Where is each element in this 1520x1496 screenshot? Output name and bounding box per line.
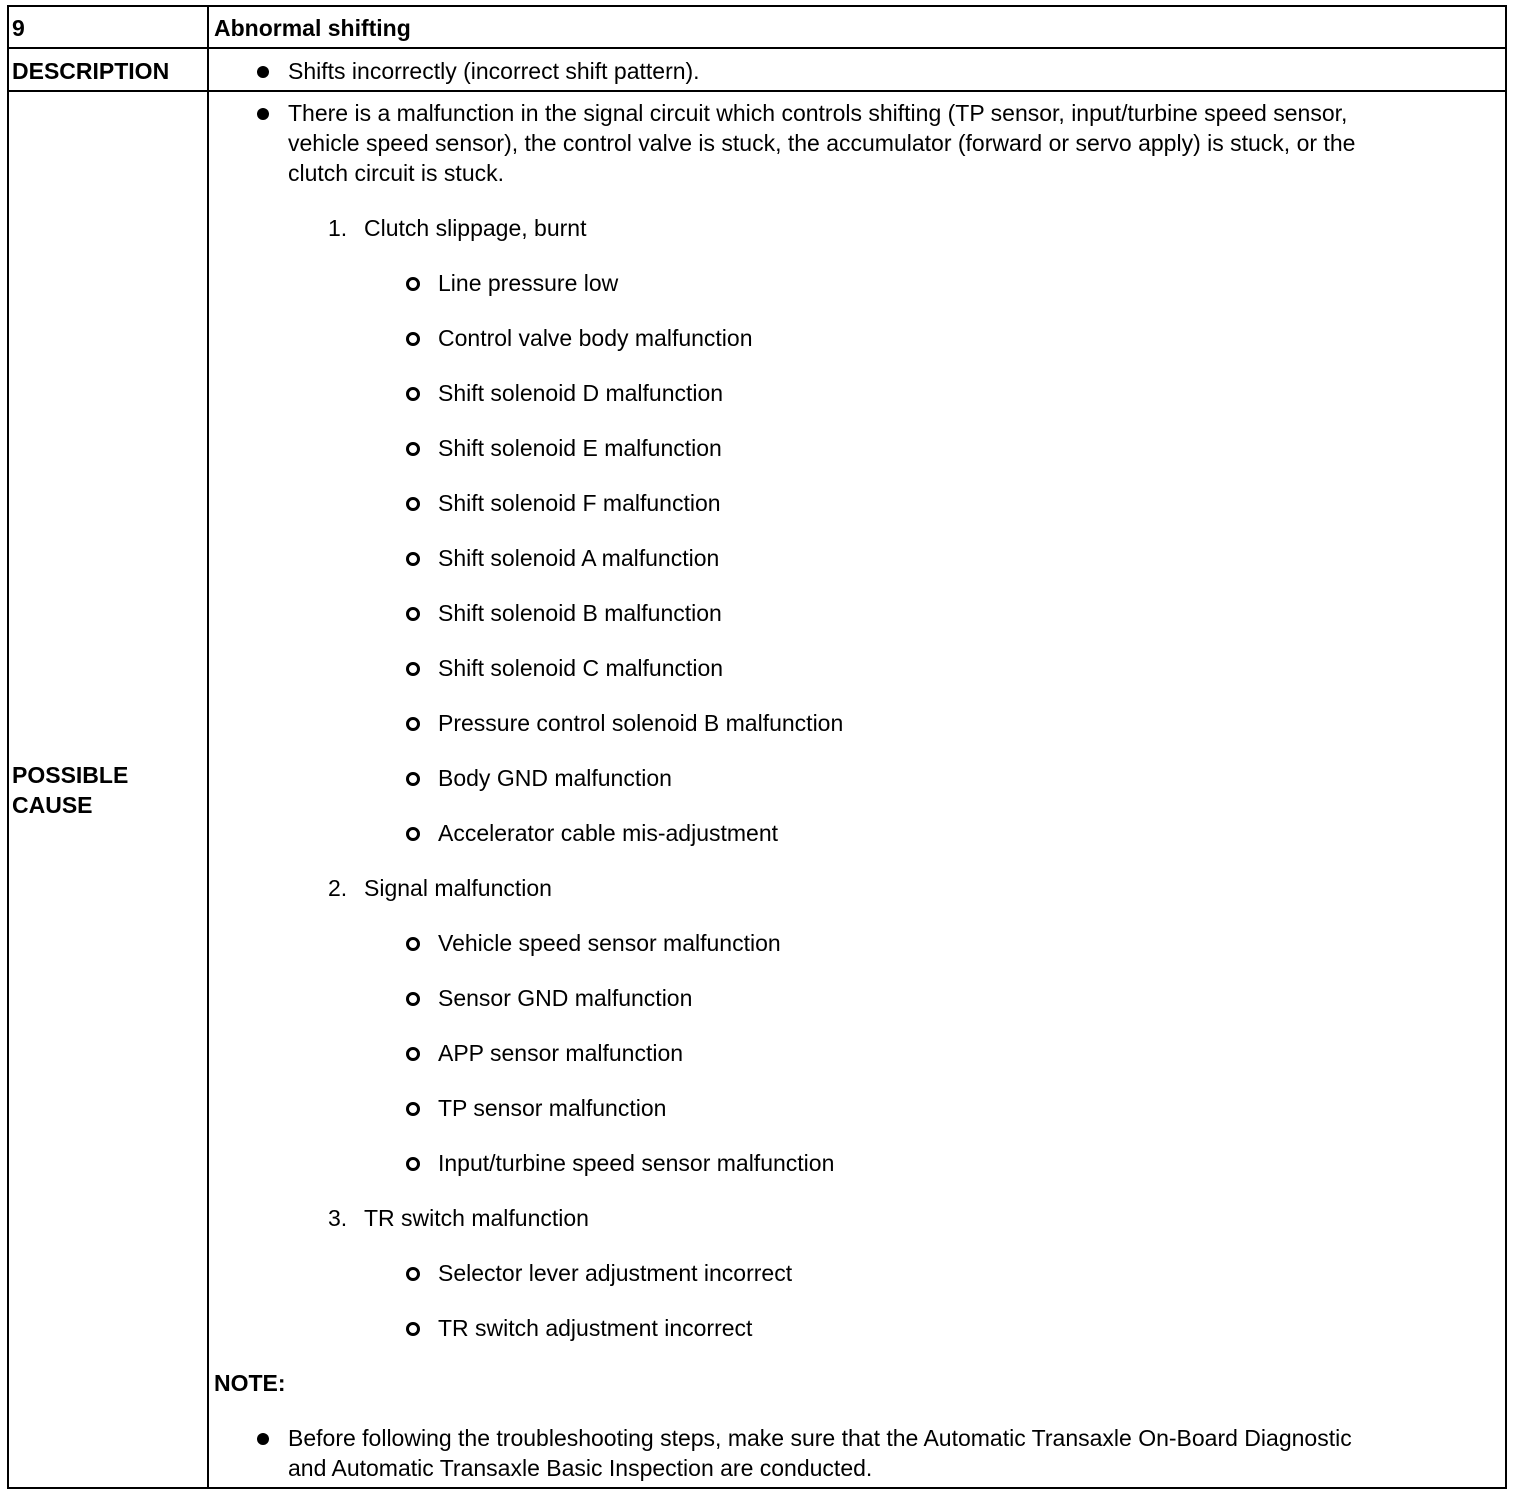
circle-bullet-icon [406,332,420,346]
circle-bullet-icon [406,497,420,511]
cause-item: Pressure control solenoid B malfunction [438,710,844,736]
group-title: Clutch slippage, burnt [364,215,587,241]
bullet-icon [257,66,269,78]
cause-item: Sensor GND malfunction [438,985,693,1011]
description-label: DESCRIPTION [12,58,170,84]
circle-bullet-icon [406,387,420,401]
circle-bullet-icon [406,277,420,291]
cause-item: Control valve body malfunction [438,325,753,351]
circle-bullet-icon [406,992,420,1006]
circle-bullet-icon [406,827,420,841]
circle-bullet-icon [406,442,420,456]
circle-bullet-icon [406,937,420,951]
circle-bullet-icon [406,1047,420,1061]
group-number: 2. [328,875,348,901]
cause-item: Accelerator cable mis-adjustment [438,820,779,846]
cause-item: Shift solenoid D malfunction [438,380,724,406]
cause-item: Vehicle speed sensor malfunction [438,930,781,956]
possible-cause-label-line2: CAUSE [12,792,93,818]
cause-item: TP sensor malfunction [438,1095,667,1121]
note-line2: and Automatic Transaxle Basic Inspection are conducted. [288,1455,873,1481]
group-number: 3. [328,1205,348,1231]
row-number: 9 [12,15,25,41]
cause-item: Input/turbine speed sensor malfunction [438,1150,835,1176]
cause-item: Shift solenoid F malfunction [438,490,721,516]
cause-item: Shift solenoid C malfunction [438,655,724,681]
cause-item: Body GND malfunction [438,765,672,791]
circle-bullet-icon [406,552,420,566]
circle-bullet-icon [406,772,420,786]
circle-bullet-icon [406,1102,420,1116]
note-line1: Before following the troubleshooting steps, make sure that the Automatic Transaxle On-Board Diagnostic [288,1425,1352,1451]
circle-bullet-icon [406,607,420,621]
row-divider-description [9,90,1505,92]
circle-bullet-icon [406,1157,420,1171]
group-title: Signal malfunction [364,875,552,901]
row-title: Abnormal shifting [214,15,411,41]
row-divider-header [9,47,1505,49]
cause-item: Shift solenoid A malfunction [438,545,720,571]
cause-item: Shift solenoid B malfunction [438,600,722,626]
group-title: TR switch malfunction [364,1205,589,1231]
cause-intro-line2: vehicle speed sensor), the control valve is stuck, the accumulator (forward or servo apply) is stuck, or the [288,130,1356,156]
circle-bullet-icon [406,717,420,731]
group-number: 1. [328,215,348,241]
cause-item: APP sensor malfunction [438,1040,684,1066]
circle-bullet-icon [406,1322,420,1336]
possible-cause-label-line1: POSSIBLE [12,762,129,788]
circle-bullet-icon [406,1267,420,1281]
cause-item: TR switch adjustment incorrect [438,1315,753,1341]
cause-item: Shift solenoid E malfunction [438,435,722,461]
bullet-icon [257,1433,269,1445]
note-label: NOTE: [214,1370,286,1396]
cause-item: Line pressure low [438,270,619,296]
circle-bullet-icon [406,662,420,676]
cause-item: Selector lever adjustment incorrect [438,1260,793,1286]
description-text: Shifts incorrectly (incorrect shift pattern). [288,58,700,84]
bullet-icon [257,108,269,120]
cause-intro-line1: There is a malfunction in the signal circuit which controls shifting (TP sensor, input/turbine speed sensor, [288,100,1348,126]
column-divider [207,7,209,1487]
cause-intro-line3: clutch circuit is stuck. [288,160,504,186]
